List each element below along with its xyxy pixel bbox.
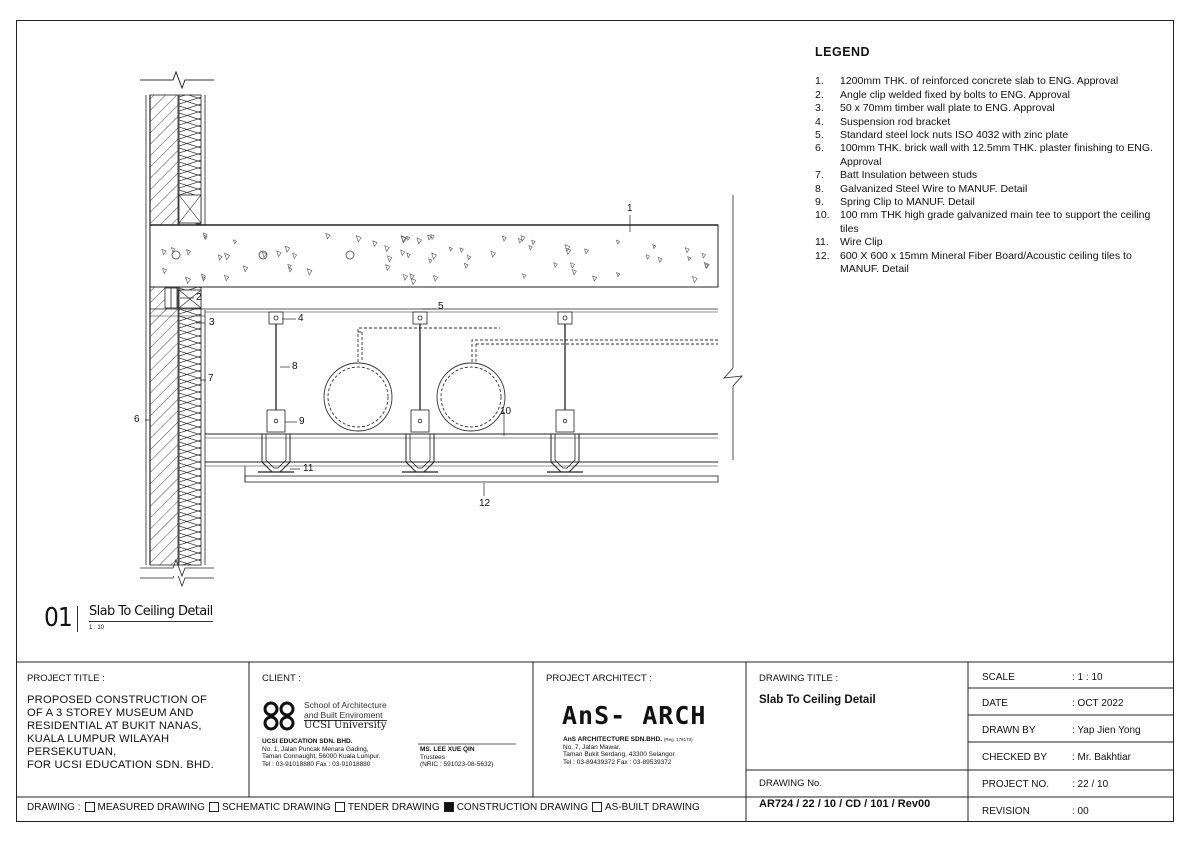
- field-value: : 00: [1072, 806, 1089, 817]
- architect-addr-1: No. 7, Jalan Mawar,: [563, 743, 621, 751]
- drawing-no: AR724 / 22 / 10 / CD / 101 / Rev00: [759, 798, 931, 810]
- field-label: CHECKED BY: [982, 752, 1048, 763]
- legend-item-text: 100 mm THK high grade galvanized main tee to support the ceiling tiles: [840, 209, 1151, 235]
- client-addr-2: Taman Connaught, 56000 Kuala Lumpur.: [262, 753, 381, 761]
- callout-6: 6: [134, 414, 140, 425]
- project-title: [27, 694, 214, 772]
- client-school-2: and Built Enviroment: [304, 710, 387, 721]
- client-addr-1: No. 1, Jalan Puncak Menara Gading,: [262, 745, 369, 753]
- callout-10: 10: [500, 406, 512, 417]
- legend-item-number: 10.: [815, 209, 830, 222]
- field-value: : 1 : 10: [1072, 672, 1103, 683]
- legend-item-number: 1.: [815, 75, 824, 88]
- field-label: PROJECT NO.: [982, 779, 1050, 790]
- drawing-title: Slab To Ceiling Detail: [759, 694, 876, 706]
- legend-item-text: 600 X 600 x 15mm Mineral Fiber Board/Acoustic ceiling tiles to MANUF. Detail: [840, 249, 1132, 276]
- legend-item-text: Spring Clip to MANUF. Detail: [840, 196, 975, 209]
- detail-scale: 1 : 10: [89, 625, 105, 631]
- architect-logo: AnS- ARCH: [562, 701, 707, 730]
- drawing-type-checkbox[interactable]: [592, 802, 602, 812]
- legend-item-text: Wire Clip: [840, 236, 883, 249]
- drawing-title-label: DRAWING TITLE :: [759, 673, 839, 684]
- callout-4: 4: [298, 313, 304, 324]
- ucsi-logo-icon: [262, 700, 298, 732]
- project-title-line: PROPOSED CONSTRUCTION OF: [27, 694, 208, 706]
- field-label: DRAWN BY: [982, 725, 1036, 736]
- drawing-type-option: MEASURED DRAWING: [97, 802, 205, 813]
- architect-addr-2: Taman Bukit Serdang, 43300 Selangor: [563, 751, 675, 759]
- legend-item-number: 7.: [815, 169, 824, 182]
- drawing-type-option: CONSTRUCTION DRAWING: [456, 802, 588, 813]
- callout-1: 1: [627, 203, 633, 214]
- callout-5: 5: [438, 301, 444, 312]
- legend-item-text: 100mm THK. brick wall with 12.5mm THK. plaster finishing to ENG. Approval: [840, 142, 1153, 168]
- callout-7: 7: [208, 373, 214, 384]
- drawing-no-label: DRAWING No.: [759, 778, 822, 789]
- trustee-nric: (NRIC : 591023-08-5632): [420, 761, 494, 769]
- legend-item-number: 3.: [815, 102, 824, 115]
- legend-item-text: Angle clip welded fixed by bolts to ENG. Approval: [840, 88, 1070, 101]
- detail-number: 01: [44, 603, 72, 633]
- project-title-line: FOR UCSI EDUCATION SDN. BHD.: [27, 759, 214, 771]
- field-label: DATE: [982, 698, 1008, 709]
- project-title-line: PERSEKUTUAN,: [27, 746, 117, 758]
- legend-item-text: 50 x 70mm timber wall plate to ENG. Approval: [840, 102, 1055, 115]
- callout-9: 9: [299, 416, 305, 427]
- legend-item-number: 5.: [815, 129, 824, 142]
- legend-item-number: 8.: [815, 182, 824, 195]
- architect-company: AnS ARCHITECTURE SDN.BHD.: [563, 736, 663, 743]
- client-school-1: School of Architecture: [304, 700, 387, 710]
- drawing-type-row: [27, 802, 700, 813]
- callout-11: 11: [303, 463, 314, 474]
- field-value: : Mr. Bakhtiar: [1072, 752, 1131, 763]
- project-title-label: PROJECT TITLE :: [27, 673, 105, 684]
- field-label: REVISION: [982, 806, 1030, 817]
- legend-item-text: 1200mm THK. of reinforced concrete slab to ENG. Approval: [840, 75, 1119, 88]
- callout-8: 8: [292, 361, 298, 372]
- drawing-type-option: TENDER DRAWING: [347, 802, 440, 813]
- client-company: UCSI EDUCATION SDN. BHD.: [262, 738, 353, 745]
- callout-12: 12: [479, 498, 491, 509]
- legend-item-text: Standard steel lock nuts ISO 4032 with zinc plate: [840, 129, 1069, 142]
- project-title-line: OF A 3 STOREY MUSEUM AND: [27, 707, 194, 719]
- legend-item-number: 9.: [815, 196, 824, 209]
- callout-3: 3: [209, 317, 215, 328]
- field-label: SCALE: [982, 672, 1015, 683]
- trustee-role: Trustees: [420, 753, 446, 761]
- drawing-type-checkbox[interactable]: [209, 802, 219, 812]
- callout-2: 2: [196, 292, 202, 303]
- drawing-type-option: AS-BUILT DRAWING: [604, 802, 700, 813]
- project-title-line: KUALA LUMPUR WILAYAH: [27, 733, 170, 745]
- client-univ: UCSI University: [304, 720, 387, 731]
- field-value: : Yap Jien Yong: [1072, 725, 1141, 736]
- client-tel: Tel : 03-91018880 Fax : 03-91018880: [262, 760, 371, 768]
- legend-item-number: 11.: [815, 236, 829, 249]
- architect-tel: Tel : 03-89439372 Fax : 03-89539372: [563, 758, 672, 766]
- legend-title: LEGEND: [815, 45, 871, 59]
- client-label: CLIENT :: [262, 673, 301, 684]
- drawing-type-checkbox[interactable]: [335, 802, 345, 812]
- architect-label: PROJECT ARCHITECT :: [546, 673, 652, 684]
- field-value: : 22 / 10: [1072, 779, 1109, 790]
- legend-item-text: Batt Insulation between studs: [840, 169, 978, 182]
- legend-item-number: 12.: [815, 249, 830, 262]
- legend-item-number: 2.: [815, 88, 824, 101]
- legend-item-text: Galvanized Steel Wire to MANUF. Detail: [840, 182, 1028, 195]
- drawing-type-checkbox[interactable]: [444, 802, 454, 812]
- drawing-type-label: DRAWING :: [27, 802, 81, 813]
- legend-item-number: 4.: [815, 115, 824, 128]
- trustee-name: MS. LEE XUE QIN: [420, 746, 475, 753]
- legend-item-text: Suspension rod bracket: [840, 115, 951, 128]
- field-value: : OCT 2022: [1072, 698, 1124, 709]
- drawing-type-checkbox[interactable]: [85, 802, 95, 812]
- drawing-type-option: SCHEMATIC DRAWING: [221, 802, 331, 813]
- detail-name: Slab To Ceiling Detail: [89, 604, 213, 622]
- architect-reg: (Reg. 178173): [663, 737, 693, 742]
- project-title-line: RESIDENTIAL AT BUKIT NANAS,: [27, 720, 202, 732]
- legend-item-number: 6.: [815, 142, 824, 155]
